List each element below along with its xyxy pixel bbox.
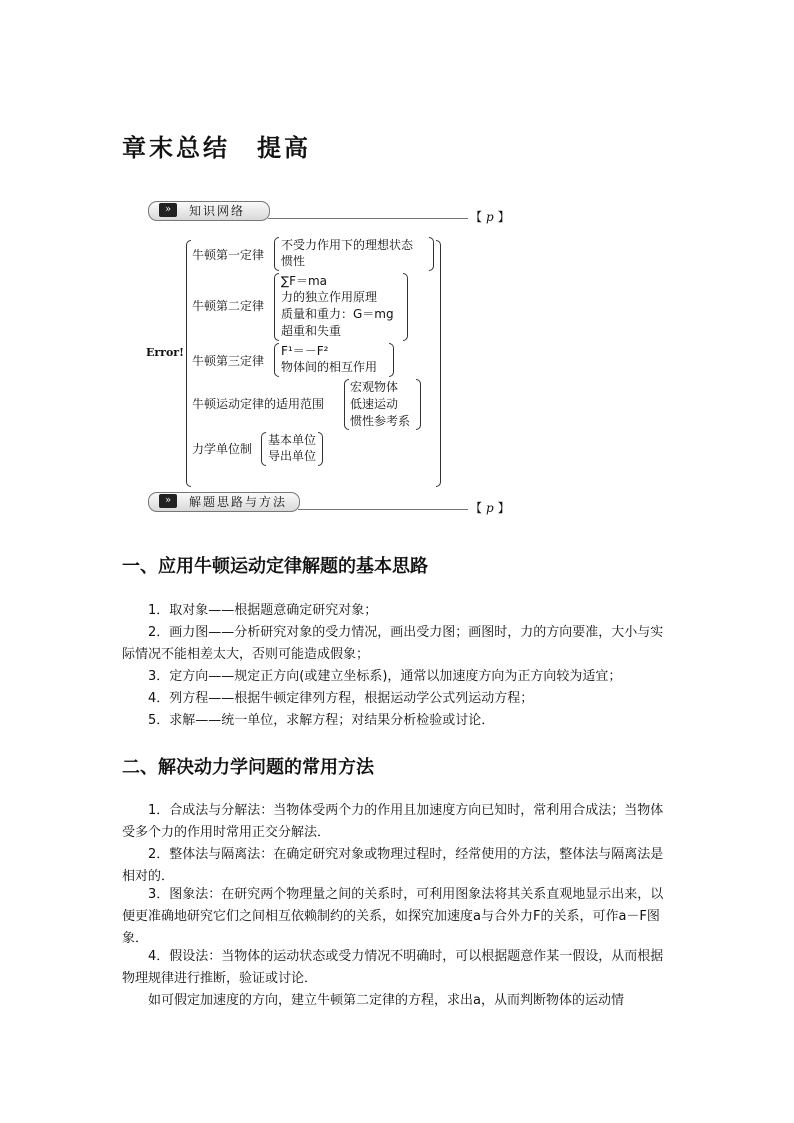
- units-name: 力学单位制: [192, 442, 253, 456]
- divider: [268, 218, 468, 219]
- law1-name: 牛顿第一定律: [192, 248, 265, 262]
- scope-item: 宏观物体: [350, 380, 399, 394]
- paragraph: 5．求解——统一单位，求解方程；对结果分析检验或讨论．: [148, 713, 495, 728]
- diagram-root: Error!: [146, 346, 184, 359]
- units-item: 基本单位: [268, 433, 317, 447]
- law1-item: 惯性: [281, 254, 306, 268]
- units-brace: [261, 432, 266, 466]
- section-heading: 一、应用牛顿运动定律解题的基本思路: [122, 556, 428, 577]
- outer-brace-right: [436, 240, 441, 487]
- scope-name: 牛顿运动定律的适用范围: [192, 397, 325, 411]
- section-label: 解题思路与方法: [189, 495, 288, 509]
- paragraph: 4．列方程——根据牛顿定律列方程，根据运动学公式列运动方程；: [148, 691, 534, 706]
- law3-item: 物体间的相互作用: [281, 360, 378, 374]
- paragraph: 1．取对象——根据题意确定研究对象；: [148, 603, 378, 618]
- paragraph: 3．图象法：在研究两个物理量之间的关系时，可利用图象法将其关系直观地显示出来，以便更准确地研究它们之间相互依赖制约的关系，如探究加速度a与合外力F的关系，可作a－F图象．: [122, 887, 664, 946]
- section-heading: 二、解决动力学问题的常用方法: [122, 757, 374, 778]
- paragraph: 2．画力图——分析研究对象的受力情况，画出受力图；画图时，力的方向要准，大小与实际情况不能相差太大，否则可能造成假象；: [122, 625, 664, 662]
- paragraph: 2．整体法与隔离法：在确定研究对象或物理过程时，经常使用的方法，整体法与隔离法是相对的．: [122, 847, 664, 884]
- scope-brace-right: [416, 379, 421, 430]
- page-ref: 【 p 】: [470, 501, 510, 515]
- paragraph: 如可假定加速度的方向，建立牛顿第二定律的方程，求出a，从而判断物体的运动情: [148, 993, 624, 1008]
- chevron-down-icon: »: [159, 203, 177, 217]
- law2-item: ∑F＝ma: [281, 274, 328, 288]
- law2-item: 质量和重力：G＝mg: [281, 307, 394, 321]
- law2-name: 牛顿第二定律: [192, 299, 265, 313]
- units-item: 导出单位: [268, 449, 317, 463]
- paragraph: 3．定方向——规定正方向(或建立坐标系)，通常以加速度方向为正方向较为适宜；: [148, 669, 622, 684]
- paragraph: 1．合成法与分解法：当物体受两个力的作用且加速度方向已知时，常利用合成法；当物体受多个力的作用时常用正交分解法．: [122, 803, 664, 840]
- section-bar-knowledge: [148, 201, 270, 221]
- divider: [298, 509, 468, 510]
- law3-brace-right: [389, 343, 394, 377]
- section-label: 知识网络: [189, 204, 246, 218]
- law2-item: 力的独立作用原理: [281, 290, 378, 304]
- law3-name: 牛顿第三定律: [192, 354, 265, 368]
- scope-item: 惯性参考系: [350, 414, 411, 428]
- law1-brace: [274, 237, 279, 271]
- law1-brace-right: [429, 237, 434, 271]
- units-brace-right: [318, 432, 323, 466]
- law2-item: 超重和失重: [281, 324, 342, 338]
- scope-item: 低速运动: [350, 397, 399, 411]
- law3-brace: [274, 343, 279, 377]
- paragraph: 4．假设法：当物体的运动状态或受力情况不明确时，可以根据题意作某一假设，从而根据物理规律进行推断，验证或讨论．: [122, 949, 664, 986]
- law3-item: F¹＝－F²: [281, 344, 329, 358]
- law2-brace-right: [403, 273, 408, 341]
- law1-item: 不受力作用下的理想状态: [281, 238, 414, 252]
- page-title: 章末总结 提高: [122, 133, 311, 162]
- section-bar-methods: [148, 492, 300, 512]
- page-ref: 【 p 】: [470, 210, 510, 224]
- law2-brace: [274, 273, 279, 341]
- chevron-down-icon: »: [159, 494, 177, 508]
- root-brace: [186, 240, 191, 487]
- scope-brace: [344, 379, 349, 430]
